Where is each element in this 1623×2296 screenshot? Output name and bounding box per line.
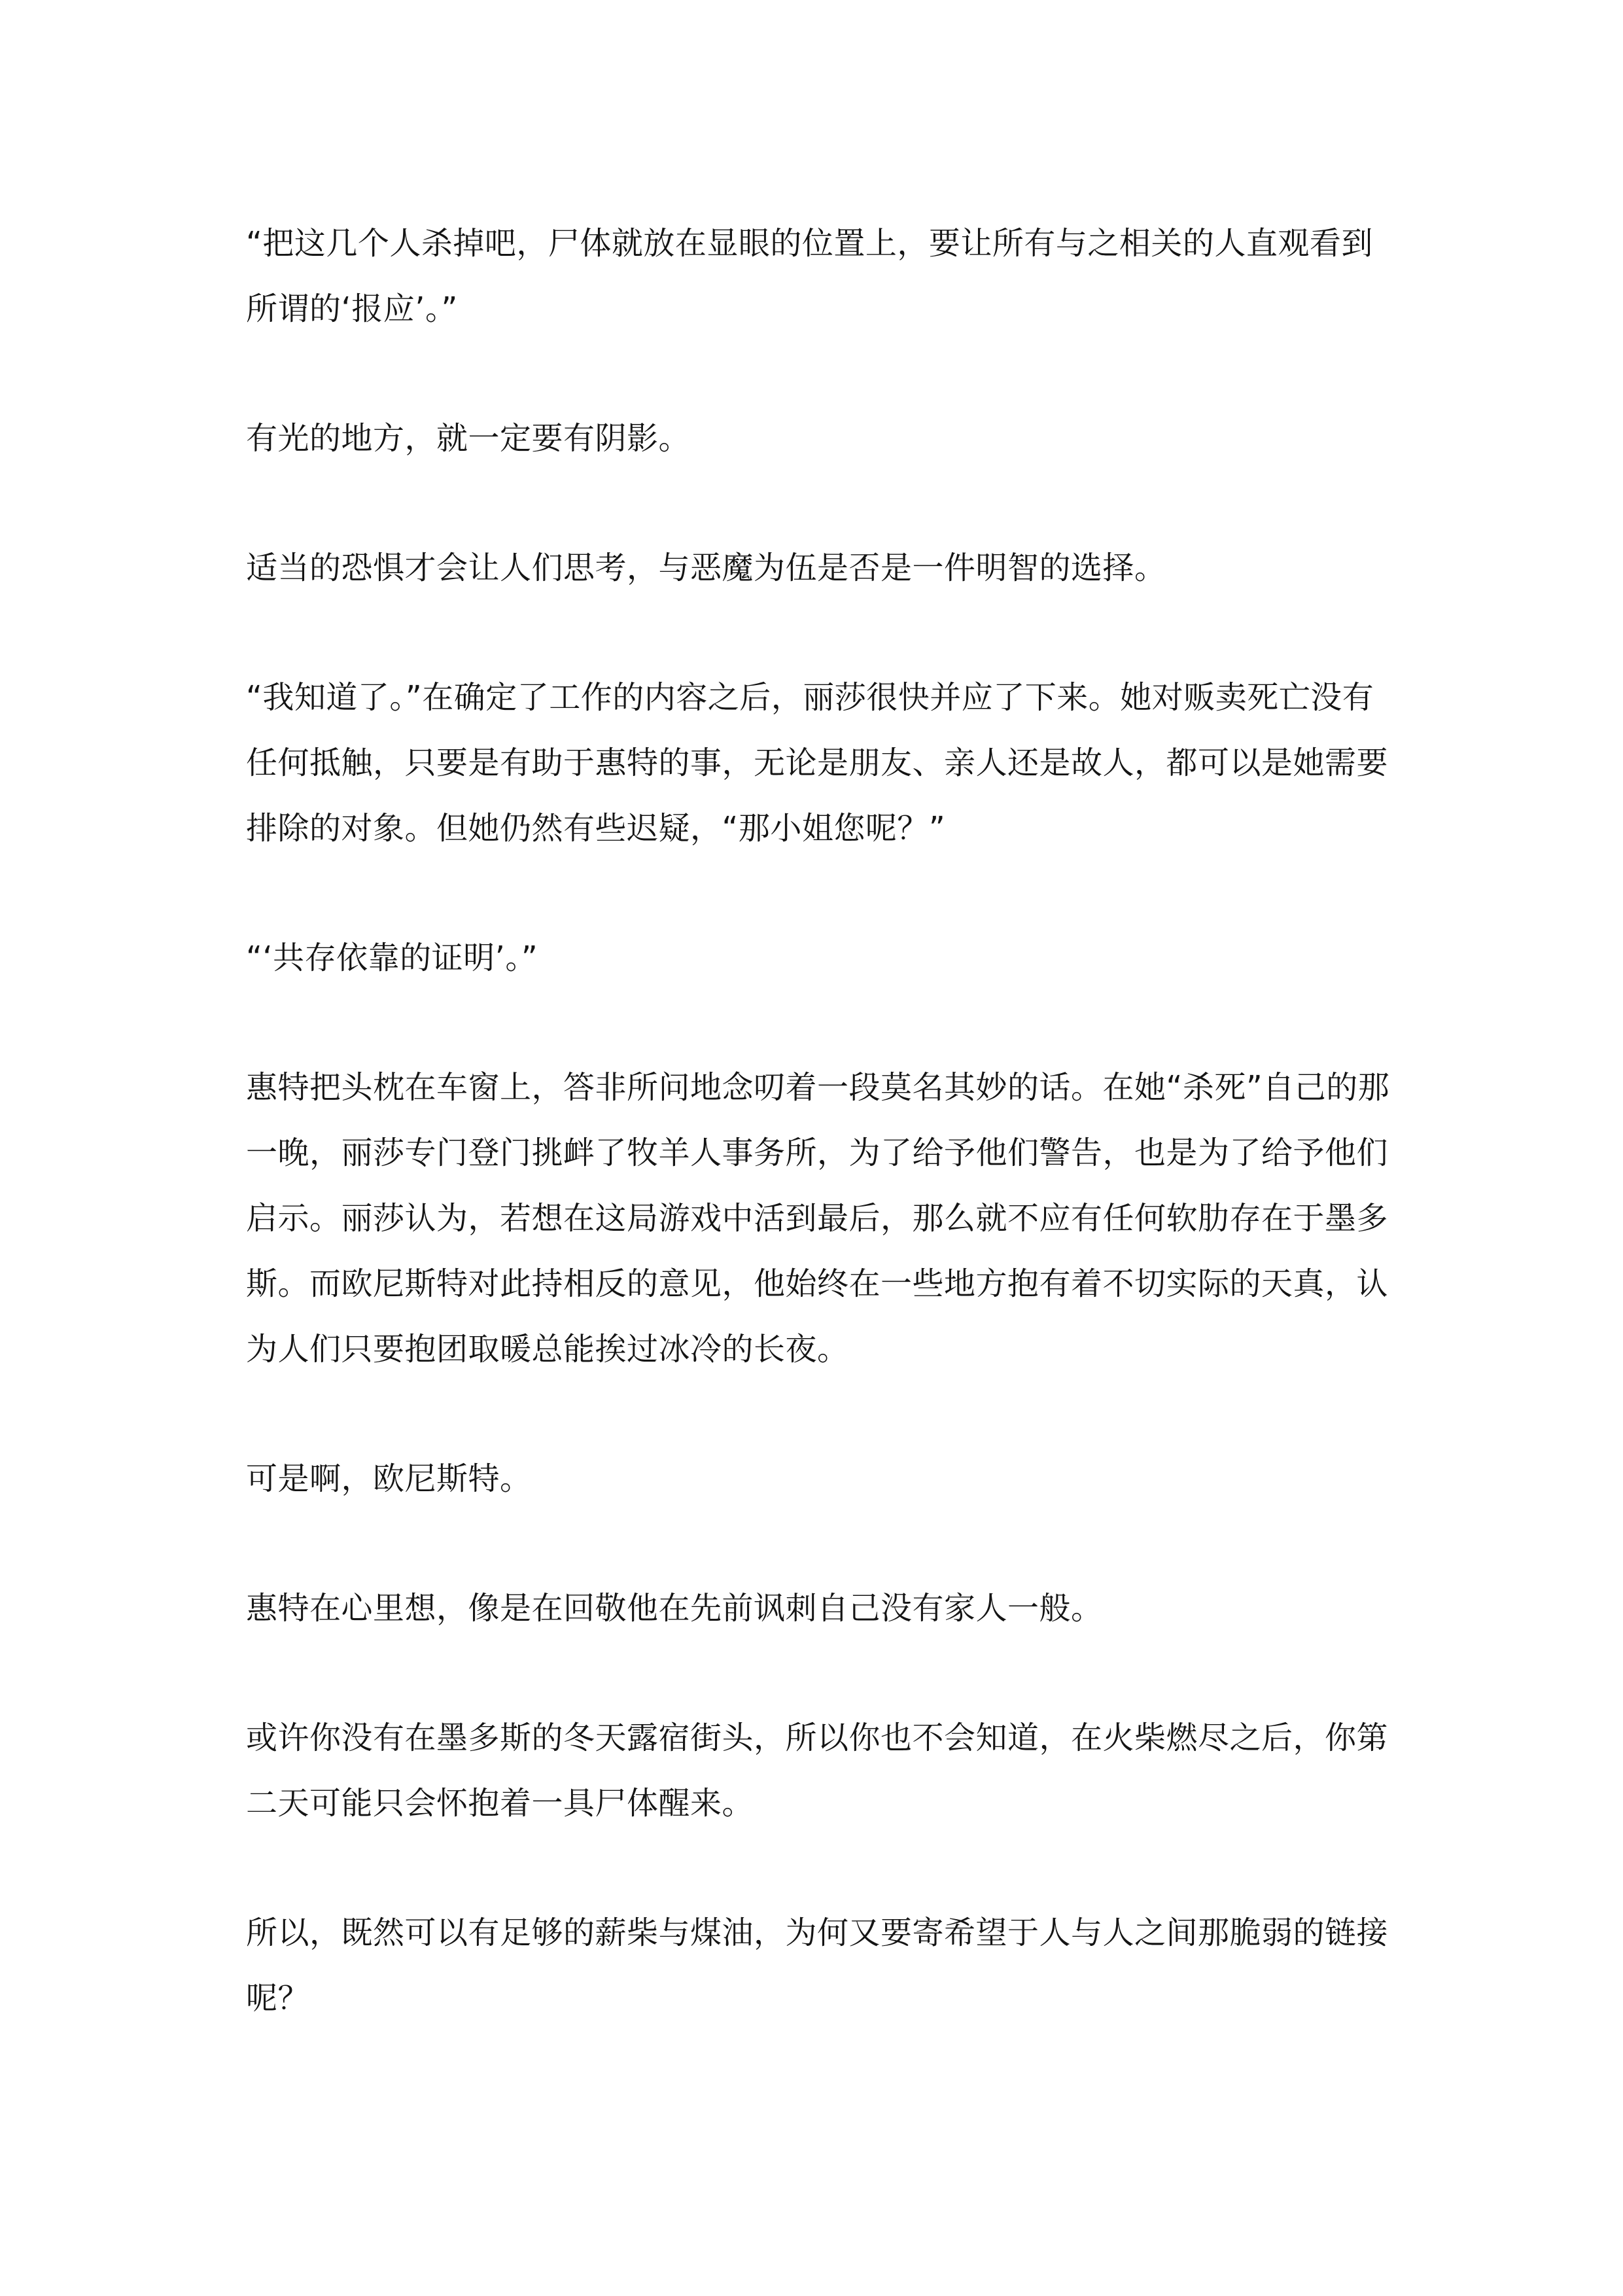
paragraph-7: 可是啊，欧尼斯特。 [246,1460,532,1497]
document-body [246,211,1391,2031]
paragraph-4: “我知道了。”在确定了工作的内容之后，丽莎很快并应了下来。她对贩卖死亡没有任何抵触，只要是有助于惠特的事，无论是朋友、亲人还是故人，都可以是她需要排除的对象。但她仍然有些迟疑，“那小姐您呢？” [246,679,1389,847]
paragraph-9: 或许你没有在墨多斯的冬天露宿街头，所以你也不会知道，在火柴燃尽之后，你第二天可能只会怀抱着一具尸体醒来。 [246,1720,1389,1822]
paragraph-10: 所以，既然可以有足够的薪柴与煤油，为何又要寄希望于人与人之间那脆弱的链接呢？ [246,1915,1389,2017]
paragraph-2: 有光的地方，就一定要有阴影。 [246,420,691,457]
paragraph-3: 适当的恐惧才会让人们思考，与恶魔为伍是否是一件明智的选择。 [246,550,1166,586]
paragraph-8: 惠特在心里想，像是在回敬他在先前讽刺自己没有家人一般。 [246,1590,1103,1627]
paragraph-5: “‘共存依靠的证明’。” [246,940,538,976]
paragraph-1: “把这几个人杀掉吧，尸体就放在显眼的位置上，要让所有与之相关的人直观看到所谓的‘报应’。” [246,225,1373,327]
paragraph-6: 惠特把头枕在车窗上，答非所问地念叨着一段莫名其妙的话。在她“杀死”自己的那一晚，丽莎专门登门挑衅了牧羊人事务所，为了给予他们警告，也是为了给予他们启示。丽莎认为，若想在这局游戏中活到最后，那么就不应有任何软肋存在于墨多斯。而欧尼斯特对此持相反的意见，他始终在一些地方抱有着不切实际的天真，认为人们只要抱团取暖总能挨过冰冷的长夜。 [246,1069,1390,1368]
